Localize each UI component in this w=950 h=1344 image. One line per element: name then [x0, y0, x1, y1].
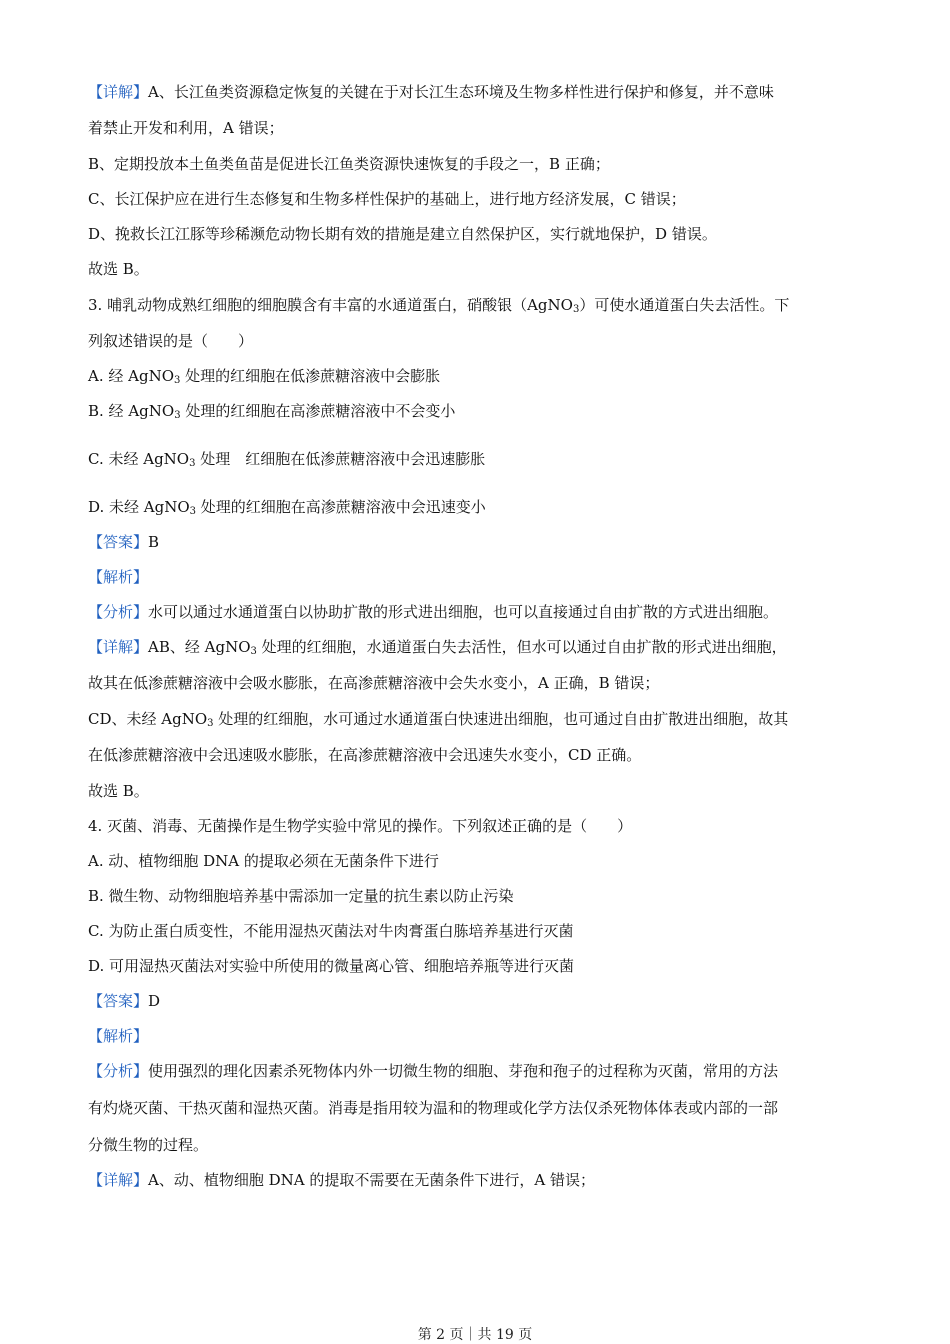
subscript: 3 [174, 410, 181, 421]
detail-line [88, 1170, 595, 1190]
text-segment: AB、经 AgNO [148, 638, 251, 656]
option-d [88, 956, 574, 976]
subscript: 3 [207, 718, 214, 729]
conclusion-line [88, 781, 149, 801]
text-segment: C. 未经 AgNO [88, 450, 190, 468]
question-3-stem-cont [88, 331, 253, 351]
analysis-sub-tag: 【分析】 [88, 603, 149, 621]
paragraph-text: 分微生物的过程。 [88, 1136, 209, 1154]
subscript: 3 [572, 304, 580, 315]
paragraph-text: C、长江保护应在进行生态修复和生物多样性保护的基础上，进行地方经济发展，C 错误； [88, 190, 686, 208]
answer-tag: 【答案】 [88, 533, 149, 551]
subscript: 3 [189, 458, 196, 469]
analysis-line [88, 1061, 778, 1081]
option-a [88, 851, 439, 871]
text-segment: B. 经 AgNO [88, 402, 175, 420]
answer-line [88, 532, 159, 552]
subscript: 3 [250, 646, 257, 657]
subscript: 3 [174, 375, 181, 386]
option-c [88, 449, 485, 474]
answer-value: B [148, 533, 160, 551]
text-segment: D. 未经 AgNO [88, 498, 190, 516]
paragraph-text: 故其在低渗蔗糖溶液中会吸水膨胀，在高渗蔗糖溶液中会失水变小，A 正确，B 错误； [88, 674, 660, 692]
paragraph-line [88, 1135, 208, 1155]
page-footer: 第 2 页｜共 19 页 [417, 1327, 533, 1343]
paragraph-text: 在低渗蔗糖溶液中会迅速吸水膨胀，在高渗蔗糖溶液中会迅速失水变小，CD 正确。 [88, 746, 642, 764]
paragraph-text: D. 可用湿热灭菌法对实验中所使用的微量离心管、细胞培养瓶等进行灭菌 [88, 957, 575, 975]
paragraph-text: D、挽救长江江豚等珍稀濒危动物长期有效的措施是建立自然保护区，实行就地保护，D 错误。 [88, 225, 717, 243]
analysis-tag: 【解析】 [88, 1027, 149, 1045]
paragraph-line [88, 224, 717, 244]
option-c [88, 921, 573, 941]
text-segment: 处理的红细胞在低渗蔗糖溶液中会膨胀 [180, 367, 441, 385]
paragraph-line [88, 154, 610, 174]
text-segment: 处理的红细胞在高渗蔗糖溶液中不会变小 [180, 402, 456, 420]
paragraph-text: 有灼烧灭菌、干热灭菌和湿热灭菌。消毒是指用较为温和的物理或化学方法仅杀死物体体表或内部的一部 [88, 1099, 779, 1117]
analysis-tag: 【解析】 [88, 568, 149, 586]
text-segment: 处理的红细胞，水可通过水通道蛋白快速进出细胞，也可通过自由扩散进出细胞，故其 [213, 710, 789, 728]
option-b [88, 886, 514, 906]
question-3-stem [88, 295, 789, 320]
detail-line [88, 637, 787, 662]
paragraph-text: 4. 灭菌、消毒、无菌操作是生物学实验中常见的操作。下列叙述正确的是（ ） [88, 817, 633, 835]
paragraph-text: C. 为防止蛋白质变性，不能用湿热灭菌法对牛肉膏蛋白胨培养基进行灭菌 [88, 922, 574, 940]
text-segment: A. 经 AgNO [88, 367, 174, 385]
paragraph-text: A、动、植物细胞 DNA 的提取不需要在无菌条件下进行，A 错误； [148, 1171, 595, 1189]
paragraph-text: 使用强烈的理化因素杀死物体内外一切微生物的细胞、芽孢和孢子的过程称为灭菌，常用的方法 [148, 1062, 779, 1080]
paragraph-line [88, 118, 284, 138]
paragraph-line [88, 745, 641, 765]
paragraph-line [88, 1098, 778, 1118]
paragraph-line [88, 673, 659, 693]
analysis-sub-tag: 【分析】 [88, 1062, 149, 1080]
answer-value: D [148, 992, 161, 1010]
paragraph-text: A、长江鱼类资源稳定恢复的关键在于对长江生态环境及生物多样性进行保护和修复，并不意味 [148, 83, 774, 101]
paragraph-line [88, 709, 788, 734]
option-a [88, 366, 440, 391]
question-4-stem [88, 816, 632, 836]
subscript: 3 [189, 506, 197, 517]
option-b [88, 401, 455, 426]
conclusion-line [88, 259, 149, 279]
analysis-heading [88, 567, 148, 587]
detail-tag: 【详解】 [88, 83, 149, 101]
paragraph-text: 着禁止开发和利用，A 错误； [88, 119, 284, 137]
paragraph-text: B、定期投放本土鱼类鱼苗是促进长江鱼类资源快速恢复的手段之一，B 正确； [88, 155, 610, 173]
text-segment: CD、未经 AgNO [88, 710, 208, 728]
paragraph-text: 水可以通过水通道蛋白以协助扩散的形式进出细胞，也可以直接通过自由扩散的方式进出细胞。 [148, 603, 779, 621]
analysis-line [88, 602, 778, 622]
text-segment: 处理的红细胞，水通道蛋白失去活性，但水可以通过自由扩散的形式进出细胞， [256, 638, 787, 656]
answer-line [88, 991, 160, 1011]
answer-tag: 【答案】 [88, 992, 149, 1010]
detail-line [88, 82, 774, 102]
paragraph-text: 故选 B。 [88, 782, 149, 800]
text-segment: 3. 哺乳动物成熟红细胞的细胞膜含有丰富的水通道蛋白，硝酸银（AgNO [88, 296, 573, 314]
paragraph-text: A. 动、植物细胞 DNA 的提取必须在无菌条件下进行 [88, 852, 439, 870]
paragraph-text: 故选 B。 [88, 260, 149, 278]
detail-tag: 【详解】 [88, 1171, 149, 1189]
option-d [88, 497, 486, 522]
paragraph-text: B. 微生物、动物细胞培养基中需添加一定量的抗生素以防止污染 [88, 887, 514, 905]
paragraph-text: 列叙述错误的是（ ） [88, 332, 254, 350]
text-segment: ）可使水通道蛋白失去活性。下 [579, 296, 790, 314]
analysis-heading [88, 1026, 148, 1046]
text-segment: 处理的红细胞在高渗蔗糖溶液中会迅速变小 [196, 498, 486, 516]
paragraph-line [88, 189, 686, 209]
text-segment: 处理 红细胞在低渗蔗糖溶液中会迅速膨胀 [195, 450, 486, 468]
detail-tag: 【详解】 [88, 638, 149, 656]
